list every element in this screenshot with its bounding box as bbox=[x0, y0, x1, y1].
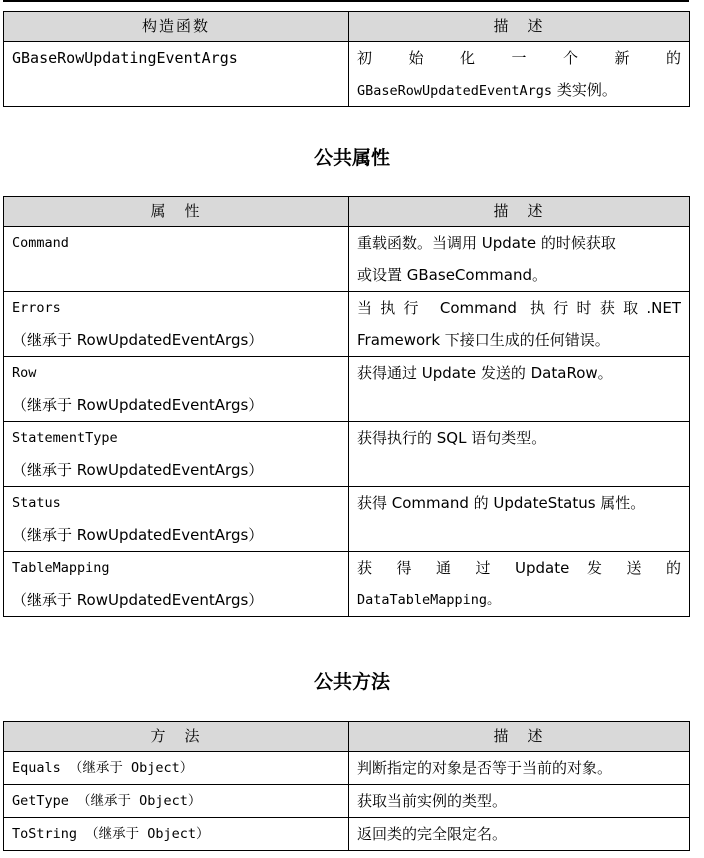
table-row bbox=[4, 818, 690, 851]
property-note: （继承于 RowUpdatedEventArgs） bbox=[12, 461, 264, 479]
constructor-name-cell bbox=[4, 42, 349, 107]
property-desc-line: 获 得 通 过 Update 发 送 的 bbox=[357, 559, 681, 577]
constructor-table bbox=[3, 11, 690, 107]
property-desc-line: 获得执行的 SQL 语句类型。 bbox=[357, 429, 547, 447]
property-name: Row bbox=[12, 365, 37, 381]
property-name: Command bbox=[12, 235, 69, 251]
property-note: （继承于 RowUpdatedEventArgs） bbox=[12, 331, 264, 349]
property-desc-line: 重载函数。当调用 Update 的时候获取 bbox=[357, 234, 616, 252]
property-name-cell bbox=[4, 357, 349, 422]
property-desc-line: 获得通过 Update 发送的 DataRow。 bbox=[357, 364, 613, 382]
property-name-cell bbox=[4, 422, 349, 487]
property-desc-cell bbox=[349, 422, 690, 487]
property-desc-line: DataTableMapping。 bbox=[357, 592, 501, 608]
property-desc-cell bbox=[349, 227, 690, 292]
constructor-desc-cell bbox=[349, 42, 690, 107]
table-row bbox=[4, 292, 690, 357]
property-name-cell bbox=[4, 552, 349, 617]
header-description: 描 述 bbox=[349, 722, 690, 752]
property-desc-line: 或设置 GBaseCommand。 bbox=[357, 266, 548, 284]
method-name: GetType （继承于 Object） bbox=[12, 793, 202, 809]
method-name-cell bbox=[4, 818, 349, 851]
property-name-cell bbox=[4, 227, 349, 292]
method-desc: 获取当前实例的类型。 bbox=[357, 792, 508, 810]
methods-table bbox=[3, 721, 690, 851]
property-desc-line: Framework 下接口生成的任何错误。 bbox=[357, 331, 610, 349]
method-name-cell bbox=[4, 785, 349, 818]
property-name: Errors bbox=[12, 300, 61, 316]
property-note: （继承于 RowUpdatedEventArgs） bbox=[12, 396, 264, 414]
method-desc-cell bbox=[349, 818, 690, 851]
top-rule bbox=[3, 0, 689, 2]
property-desc-cell bbox=[349, 487, 690, 552]
method-desc-cell bbox=[349, 785, 690, 818]
property-desc-cell bbox=[349, 357, 690, 422]
method-desc: 判断指定的对象是否等于当前的对象。 bbox=[357, 759, 613, 777]
property-desc-line: 当执行 Command 执行时获取.NET bbox=[357, 299, 681, 317]
property-name-cell bbox=[4, 292, 349, 357]
method-name-cell bbox=[4, 752, 349, 785]
property-desc-line bbox=[357, 389, 681, 421]
property-name: StatementType bbox=[12, 430, 118, 446]
method-name: ToString （继承于 Object） bbox=[12, 826, 210, 842]
property-desc-line bbox=[357, 519, 681, 551]
table-header-row bbox=[4, 722, 690, 752]
table-row bbox=[4, 487, 690, 552]
property-desc-cell bbox=[349, 552, 690, 617]
table-row bbox=[4, 42, 690, 107]
constructor-class-name: GBaseRowUpdatedEventArgs bbox=[357, 83, 553, 99]
header-constructor: 构造函数 bbox=[4, 12, 349, 42]
table-row bbox=[4, 552, 690, 617]
table-row bbox=[4, 357, 690, 422]
property-name: TableMapping bbox=[12, 560, 110, 576]
header-description: 描 述 bbox=[349, 197, 690, 227]
header-description: 描 述 bbox=[349, 12, 690, 42]
property-desc-line: 获得 Command 的 UpdateStatus 属性。 bbox=[357, 494, 646, 512]
header-property: 属 性 bbox=[4, 197, 349, 227]
properties-heading: 公共属性 bbox=[313, 147, 390, 169]
methods-heading: 公共方法 bbox=[313, 671, 390, 693]
header-method: 方 法 bbox=[4, 722, 349, 752]
table-row bbox=[4, 422, 690, 487]
method-desc-cell bbox=[349, 752, 690, 785]
table-row bbox=[4, 227, 690, 292]
property-name: Status bbox=[12, 495, 61, 511]
constructor-desc-suffix: 类实例。 bbox=[552, 81, 617, 99]
property-name-cell bbox=[4, 487, 349, 552]
method-name: Equals （继承于 Object） bbox=[12, 760, 194, 776]
property-desc-cell bbox=[349, 292, 690, 357]
property-note: （继承于 RowUpdatedEventArgs） bbox=[12, 526, 264, 544]
property-note bbox=[12, 259, 340, 291]
constructor-desc-line1: 初 始 化 一 个 新 的 bbox=[357, 49, 681, 67]
table-header-row bbox=[4, 197, 690, 227]
constructor-desc-line2 bbox=[357, 74, 681, 106]
table-row bbox=[4, 752, 690, 785]
properties-table bbox=[3, 196, 690, 617]
property-note: （继承于 RowUpdatedEventArgs） bbox=[12, 591, 264, 609]
constructor-name: GBaseRowUpdatingEventArgs bbox=[12, 49, 238, 67]
property-desc-line bbox=[357, 454, 681, 486]
table-header-row bbox=[4, 12, 690, 42]
table-row bbox=[4, 785, 690, 818]
method-desc: 返回类的完全限定名。 bbox=[357, 825, 508, 843]
